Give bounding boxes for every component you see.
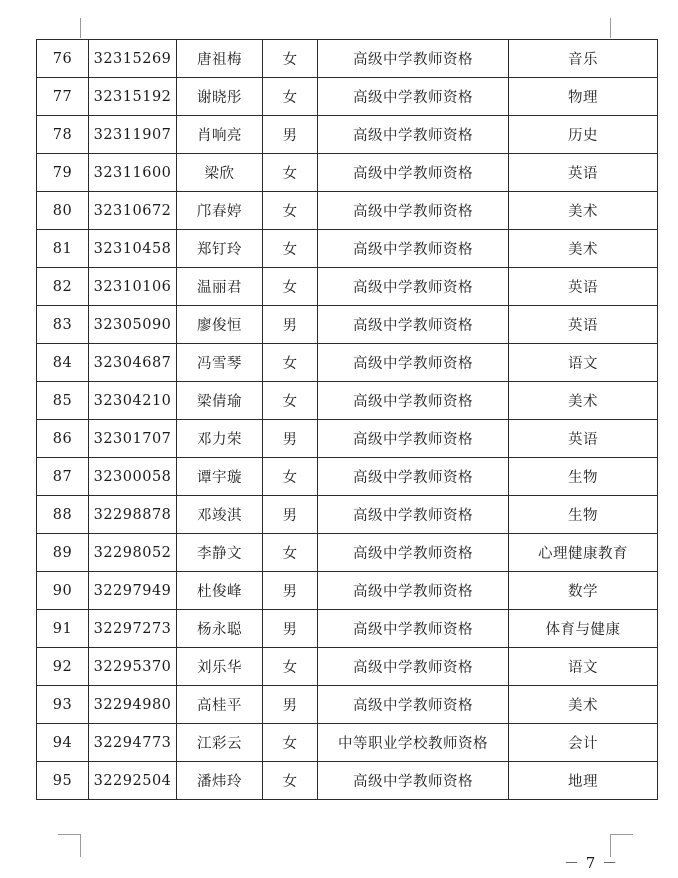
cell-name: 梁欣 [177,154,263,192]
cell-number: 80 [37,192,89,230]
cell-subject: 英语 [509,268,658,306]
table-row [37,230,658,268]
cell-subject: 语文 [509,344,658,382]
cell-qualification: 高级中学教师资格 [318,268,509,306]
cell-number: 81 [37,230,89,268]
cell-subject: 美术 [509,686,658,724]
cell-qualification: 高级中学教师资格 [318,572,509,610]
cell-candidate-id: 32310106 [89,268,177,306]
cell-gender: 女 [263,648,318,686]
cell-number: 89 [37,534,89,572]
table-row [37,534,658,572]
cell-name: 郑钉玲 [177,230,263,268]
cell-number: 91 [37,610,89,648]
cell-number: 79 [37,154,89,192]
cell-number: 93 [37,686,89,724]
crop-mark-top-right [610,18,641,38]
cell-qualification: 高级中学教师资格 [318,230,509,268]
cell-name: 邓力荣 [177,420,263,458]
table-row [37,40,658,78]
cell-subject: 英语 [509,306,658,344]
cell-candidate-id: 32297273 [89,610,177,648]
table-row [37,268,658,306]
cell-candidate-id: 32295370 [89,648,177,686]
cell-subject: 美术 [509,192,658,230]
cell-name: 高桂平 [177,686,263,724]
cell-number: 82 [37,268,89,306]
cell-subject: 美术 [509,230,658,268]
cell-candidate-id: 32298052 [89,534,177,572]
cell-subject: 英语 [509,420,658,458]
cell-name: 邝春婷 [177,192,263,230]
cell-subject: 心理健康教育 [509,534,658,572]
table-row [37,496,658,534]
cell-candidate-id: 32310672 [89,192,177,230]
cell-name: 谢晓彤 [177,78,263,116]
cell-name: 唐祖梅 [177,40,263,78]
cell-qualification: 高级中学教师资格 [318,116,509,154]
cell-name: 肖响亮 [177,116,263,154]
cell-qualification: 高级中学教师资格 [318,496,509,534]
cell-subject: 音乐 [509,40,658,78]
cell-gender: 女 [263,78,318,116]
cell-name: 冯雪琴 [177,344,263,382]
cell-qualification: 高级中学教师资格 [318,762,509,800]
cell-gender: 女 [263,344,318,382]
cell-gender: 男 [263,420,318,458]
cell-number: 90 [37,572,89,610]
cell-gender: 女 [263,268,318,306]
cell-gender: 女 [263,192,318,230]
cell-gender: 女 [263,154,318,192]
cell-name: 温丽君 [177,268,263,306]
cell-number: 83 [37,306,89,344]
cell-subject: 历史 [509,116,658,154]
cell-number: 76 [37,40,89,78]
cell-subject: 美术 [509,382,658,420]
cell-name: 谭宇璇 [177,458,263,496]
cell-number: 88 [37,496,89,534]
cell-name: 杜俊峰 [177,572,263,610]
cell-candidate-id: 32315269 [89,40,177,78]
cell-name: 李静文 [177,534,263,572]
table-row [37,306,658,344]
cell-candidate-id: 32294980 [89,686,177,724]
cell-candidate-id: 32292504 [89,762,177,800]
cell-gender: 女 [263,724,318,762]
cell-number: 87 [37,458,89,496]
table-row [37,420,658,458]
cell-name: 梁倩瑜 [177,382,263,420]
table-row [37,78,658,116]
table-row [37,382,658,420]
table-row [37,116,658,154]
cell-gender: 男 [263,610,318,648]
cell-subject: 物理 [509,78,658,116]
cell-candidate-id: 32301707 [89,420,177,458]
cell-candidate-id: 32297949 [89,572,177,610]
cell-candidate-id: 32304210 [89,382,177,420]
cell-candidate-id: 32294773 [89,724,177,762]
cell-qualification: 高级中学教师资格 [318,154,509,192]
table-row [37,648,658,686]
cell-subject: 英语 [509,154,658,192]
cell-qualification: 高级中学教师资格 [318,40,509,78]
table-row [37,458,658,496]
cell-gender: 女 [263,762,318,800]
table-row [37,192,658,230]
cell-name: 杨永聪 [177,610,263,648]
cell-candidate-id: 32311907 [89,116,177,154]
cell-gender: 女 [263,230,318,268]
page-number: － 7 － [564,854,619,872]
table-row [37,344,658,382]
cell-subject: 语文 [509,648,658,686]
cell-subject: 生物 [509,496,658,534]
cell-gender: 男 [263,572,318,610]
cell-number: 84 [37,344,89,382]
cell-candidate-id: 32300058 [89,458,177,496]
cell-name: 邓竣淇 [177,496,263,534]
cell-qualification: 高级中学教师资格 [318,344,509,382]
cell-qualification: 中等职业学校教师资格 [318,724,509,762]
cell-number: 95 [37,762,89,800]
cell-gender: 男 [263,686,318,724]
cell-candidate-id: 32310458 [89,230,177,268]
cell-qualification: 高级中学教师资格 [318,686,509,724]
cell-qualification: 高级中学教师资格 [318,382,509,420]
cell-gender: 女 [263,40,318,78]
cell-gender: 女 [263,534,318,572]
cell-candidate-id: 32298878 [89,496,177,534]
cell-qualification: 高级中学教师资格 [318,78,509,116]
cell-qualification: 高级中学教师资格 [318,192,509,230]
cell-candidate-id: 32305090 [89,306,177,344]
cell-number: 86 [37,420,89,458]
cell-subject: 会计 [509,724,658,762]
cell-gender: 男 [263,116,318,154]
cell-gender: 男 [263,306,318,344]
cell-name: 刘乐华 [177,648,263,686]
cell-subject: 数学 [509,572,658,610]
cell-name: 江彩云 [177,724,263,762]
cell-candidate-id: 32315192 [89,78,177,116]
table-row [37,686,658,724]
table-row [37,762,658,800]
cell-qualification: 高级中学教师资格 [318,458,509,496]
cell-qualification: 高级中学教师资格 [318,534,509,572]
cell-gender: 女 [263,382,318,420]
table-body [37,40,658,800]
table-row [37,154,658,192]
cell-number: 77 [37,78,89,116]
table-row [37,724,658,762]
cell-name: 廖俊恒 [177,306,263,344]
cell-gender: 女 [263,458,318,496]
cell-gender: 男 [263,496,318,534]
cell-candidate-id: 32304687 [89,344,177,382]
cell-name: 潘炜玲 [177,762,263,800]
crop-mark-top-left [36,18,81,38]
cell-qualification: 高级中学教师资格 [318,648,509,686]
cell-qualification: 高级中学教师资格 [318,610,509,648]
cell-number: 92 [37,648,89,686]
cell-subject: 地理 [509,762,658,800]
cell-candidate-id: 32311600 [89,154,177,192]
cell-qualification: 高级中学教师资格 [318,420,509,458]
cell-qualification: 高级中学教师资格 [318,306,509,344]
teacher-qualification-table [36,39,658,800]
cell-number: 78 [37,116,89,154]
crop-mark-bottom-left [58,834,81,857]
cell-subject: 体育与健康 [509,610,658,648]
cell-number: 85 [37,382,89,420]
cell-subject: 生物 [509,458,658,496]
table-row [37,572,658,610]
table-row [37,610,658,648]
cell-number: 94 [37,724,89,762]
